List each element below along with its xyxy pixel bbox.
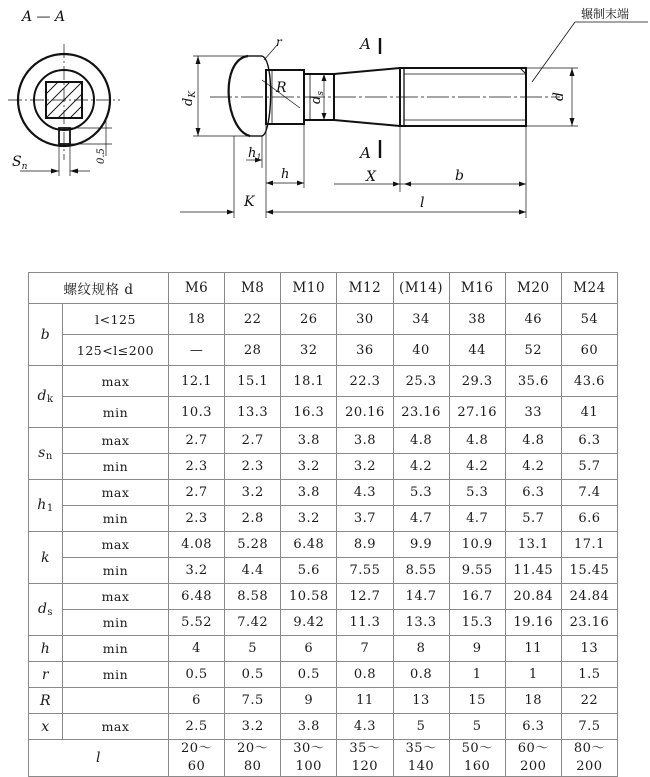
value-cell: 5.7 xyxy=(505,506,561,532)
range-end: 200 xyxy=(520,759,547,774)
value-cell: 4.3 xyxy=(337,714,393,740)
value-cell: 60 xyxy=(561,335,617,366)
value-cell: 4.7 xyxy=(393,506,449,532)
R-label: R xyxy=(276,80,287,96)
limit-cell: max xyxy=(63,480,169,506)
value-cell: 13 xyxy=(393,688,449,714)
limit-cell xyxy=(63,688,169,714)
range-end: 100 xyxy=(295,759,322,774)
value-cell: 7.55 xyxy=(337,558,393,584)
value-cell: 10.58 xyxy=(281,584,337,610)
value-cell: 11.45 xyxy=(505,558,561,584)
size-header: (M14) xyxy=(393,273,449,304)
l-label: l xyxy=(420,195,425,211)
table-row xyxy=(29,506,618,532)
table-row xyxy=(29,532,618,558)
value-cell: 1 xyxy=(449,662,505,688)
limit-cell: min xyxy=(63,610,169,636)
size-header: M12 xyxy=(337,273,393,304)
value-cell: 13 xyxy=(561,636,617,662)
limit-cell: min xyxy=(63,454,169,480)
range-end: 140 xyxy=(407,759,435,774)
length-range-cell xyxy=(225,740,281,777)
value-cell: 54 xyxy=(561,304,617,335)
symbol-cell xyxy=(29,532,63,584)
value-cell: 23.16 xyxy=(561,610,617,636)
range-end: 200 xyxy=(576,759,603,774)
end-label: 辗制末端 xyxy=(581,7,630,21)
value-cell: 3.8 xyxy=(281,480,337,506)
value-cell: 0.8 xyxy=(337,662,393,688)
value-cell: 3.2 xyxy=(337,454,393,480)
value-cell: 38 xyxy=(449,304,505,335)
value-cell: 4.2 xyxy=(449,454,505,480)
d-label: d xyxy=(551,92,567,101)
value-cell: 27.16 xyxy=(449,397,505,428)
table-row xyxy=(29,428,618,454)
value-cell: 5 xyxy=(449,714,505,740)
table-row xyxy=(29,454,618,480)
value-cell: 0.5 xyxy=(169,662,225,688)
value-cell: 8.58 xyxy=(225,584,281,610)
r-label: r xyxy=(276,35,282,49)
value-cell: 9 xyxy=(281,688,337,714)
symbol-text: b xyxy=(40,326,51,343)
range-end: 160 xyxy=(464,759,491,774)
value-cell: 5.6 xyxy=(281,558,337,584)
range-start: 35～ xyxy=(349,741,381,756)
range-end: 60 xyxy=(187,759,206,774)
table-row xyxy=(29,397,618,428)
table-row xyxy=(29,480,618,506)
gap-label: 0.5 xyxy=(96,148,107,164)
value-cell: 18 xyxy=(169,304,225,335)
limit-cell: max xyxy=(63,366,169,397)
table-row xyxy=(29,610,618,636)
size-header: M10 xyxy=(281,273,337,304)
value-cell: 23.16 xyxy=(393,397,449,428)
value-cell: 0.5 xyxy=(281,662,337,688)
value-cell: 3.2 xyxy=(169,558,225,584)
symbol-cell: h xyxy=(29,636,63,662)
value-cell: 26 xyxy=(281,304,337,335)
value-cell: 5.3 xyxy=(393,480,449,506)
range-start: 60～ xyxy=(517,741,549,756)
length-range-row xyxy=(29,740,618,777)
table-row xyxy=(29,366,618,397)
symbol-cell: R xyxy=(29,688,63,714)
value-cell: 15.45 xyxy=(561,558,617,584)
value-cell: 41 xyxy=(561,397,617,428)
range-start: 80～ xyxy=(573,741,605,756)
value-cell: 4.2 xyxy=(393,454,449,480)
value-cell: 6.6 xyxy=(561,506,617,532)
range-start: 30～ xyxy=(293,741,325,756)
limit-cell: 125<l≤200 xyxy=(63,335,169,366)
value-cell: 3.2 xyxy=(225,714,281,740)
value-cell: 2.7 xyxy=(225,428,281,454)
symbol-cell xyxy=(29,428,63,480)
range-start: 20～ xyxy=(181,741,213,756)
value-cell: 7.4 xyxy=(561,480,617,506)
value-cell: 6.48 xyxy=(281,532,337,558)
size-header: M24 xyxy=(561,273,617,304)
value-cell: 3.2 xyxy=(225,480,281,506)
header-row xyxy=(29,273,618,304)
value-cell: 3.2 xyxy=(281,506,337,532)
value-cell: 0.8 xyxy=(393,662,449,688)
value-cell: 2.5 xyxy=(169,714,225,740)
value-cell: 20.16 xyxy=(337,397,393,428)
value-cell: 2.8 xyxy=(225,506,281,532)
value-cell: 3.2 xyxy=(281,454,337,480)
value-cell: 7.5 xyxy=(561,714,617,740)
table-row xyxy=(29,662,618,688)
range-start: 50～ xyxy=(461,741,493,756)
value-cell: 24.84 xyxy=(561,584,617,610)
value-cell: 10.9 xyxy=(449,532,505,558)
size-header: M8 xyxy=(225,273,281,304)
value-cell: 25.3 xyxy=(393,366,449,397)
b-label: b xyxy=(455,168,464,184)
value-cell: 13.1 xyxy=(505,532,561,558)
value-cell: 5.3 xyxy=(449,480,505,506)
value-cell: 16.7 xyxy=(449,584,505,610)
symbol-text: h xyxy=(37,497,47,513)
value-cell: 9 xyxy=(449,636,505,662)
range-end: 80 xyxy=(243,759,262,774)
value-cell: 0.5 xyxy=(225,662,281,688)
value-cell: 6.3 xyxy=(505,480,561,506)
value-cell: 5 xyxy=(225,636,281,662)
value-cell: 20.84 xyxy=(505,584,561,610)
symbol-cell xyxy=(29,480,63,532)
symbol-subscript: s xyxy=(47,607,54,618)
value-cell: 4.3 xyxy=(337,480,393,506)
symbol-subscript: k xyxy=(46,394,54,405)
limit-cell: min xyxy=(63,506,169,532)
bolt-drawing xyxy=(0,0,650,255)
symbol-cell: r xyxy=(29,662,63,688)
value-cell: 8 xyxy=(393,636,449,662)
length-range-cell xyxy=(169,740,225,777)
value-cell: 9.55 xyxy=(449,558,505,584)
value-cell: 4 xyxy=(169,636,225,662)
value-cell: 15 xyxy=(449,688,505,714)
value-cell: 6.3 xyxy=(561,428,617,454)
dimension-table xyxy=(28,272,618,777)
symbol-text: s xyxy=(38,445,46,461)
sn-label: $S_n$ xyxy=(12,154,28,172)
value-cell: 16.3 xyxy=(281,397,337,428)
limit-cell: max xyxy=(63,532,169,558)
value-cell: 40 xyxy=(393,335,449,366)
side-view xyxy=(180,6,648,218)
symbol-cell xyxy=(29,584,63,636)
section-view xyxy=(8,9,120,176)
value-cell: 10.3 xyxy=(169,397,225,428)
value-cell: 4.8 xyxy=(393,428,449,454)
limit-cell: l<125 xyxy=(63,304,169,335)
section-mark-bottom: A xyxy=(360,144,371,162)
size-header: M20 xyxy=(505,273,561,304)
value-cell: 29.3 xyxy=(449,366,505,397)
value-cell: 4.8 xyxy=(505,428,561,454)
value-cell: 15.1 xyxy=(225,366,281,397)
value-cell: 44 xyxy=(449,335,505,366)
value-cell: 36 xyxy=(337,335,393,366)
limit-cell: min xyxy=(63,662,169,688)
value-cell: 3.8 xyxy=(337,428,393,454)
symbol-text: k xyxy=(41,549,50,566)
value-cell: 34 xyxy=(393,304,449,335)
value-cell: 22 xyxy=(561,688,617,714)
table-row xyxy=(29,584,618,610)
symbol-cell: x xyxy=(29,714,63,740)
value-cell: 22 xyxy=(225,304,281,335)
value-cell: 12.7 xyxy=(337,584,393,610)
value-cell: 32 xyxy=(281,335,337,366)
value-cell: 18.1 xyxy=(281,366,337,397)
value-cell: 3.8 xyxy=(281,714,337,740)
value-cell: 2.3 xyxy=(225,454,281,480)
limit-cell: max xyxy=(63,714,169,740)
limit-cell: max xyxy=(63,428,169,454)
value-cell: 6.3 xyxy=(505,714,561,740)
thread-spec-header: 螺纹规格 d xyxy=(29,273,169,304)
table-row xyxy=(29,335,618,366)
value-cell: 4.8 xyxy=(449,428,505,454)
value-cell: 4.4 xyxy=(225,558,281,584)
size-header: M16 xyxy=(449,273,505,304)
value-cell: 5.28 xyxy=(225,532,281,558)
limit-cell: max xyxy=(63,584,169,610)
value-cell: 6.48 xyxy=(169,584,225,610)
length-range-cell xyxy=(337,740,393,777)
value-cell: 52 xyxy=(505,335,561,366)
h-label: h xyxy=(281,167,290,182)
value-cell: 2.3 xyxy=(169,454,225,480)
value-cell: 2.7 xyxy=(169,480,225,506)
symbol-subscript: n xyxy=(45,451,53,462)
length-range-cell xyxy=(449,740,505,777)
value-cell: 11.3 xyxy=(337,610,393,636)
value-cell: 12.1 xyxy=(169,366,225,397)
table-body xyxy=(29,273,618,777)
range-start: 35～ xyxy=(405,741,437,756)
value-cell: — xyxy=(169,335,225,366)
symbol-text: d xyxy=(37,601,48,617)
size-header: M6 xyxy=(169,273,225,304)
ds-label: $d_s$ xyxy=(309,91,326,104)
value-cell: 5.7 xyxy=(561,454,617,480)
range-end: 120 xyxy=(351,759,379,774)
table-row xyxy=(29,636,618,662)
value-cell: 13.3 xyxy=(225,397,281,428)
value-cell: 8.55 xyxy=(393,558,449,584)
range-start: 20～ xyxy=(237,741,269,756)
symbol-cell xyxy=(29,304,63,366)
value-cell: 43.6 xyxy=(561,366,617,397)
length-range-cell xyxy=(281,740,337,777)
K-label: K xyxy=(244,194,255,210)
value-cell: 14.7 xyxy=(393,584,449,610)
value-cell: 3.7 xyxy=(337,506,393,532)
symbol-text: d xyxy=(37,388,47,404)
value-cell: 4.2 xyxy=(505,454,561,480)
value-cell: 4.7 xyxy=(449,506,505,532)
table-row xyxy=(29,688,618,714)
dk-label: $d_K$ xyxy=(181,90,198,106)
length-range-cell xyxy=(393,740,449,777)
value-cell: 35.6 xyxy=(505,366,561,397)
section-mark-top: A xyxy=(360,35,371,53)
value-cell: 4.08 xyxy=(169,532,225,558)
value-cell: 13.3 xyxy=(393,610,449,636)
symbol-cell: l xyxy=(29,740,169,777)
limit-cell: min xyxy=(63,558,169,584)
value-cell: 3.8 xyxy=(281,428,337,454)
h1-label: $h_1$ xyxy=(248,146,262,162)
value-cell: 28 xyxy=(225,335,281,366)
value-cell: 8.9 xyxy=(337,532,393,558)
head-dome xyxy=(229,56,250,136)
value-cell: 1 xyxy=(505,662,561,688)
value-cell: 46 xyxy=(505,304,561,335)
value-cell: 17.1 xyxy=(561,532,617,558)
X-label: X xyxy=(366,169,376,185)
limit-cell: min xyxy=(63,397,169,428)
symbol-subscript: 1 xyxy=(46,503,54,514)
value-cell: 5 xyxy=(393,714,449,740)
value-cell: 1.5 xyxy=(561,662,617,688)
value-cell: 6 xyxy=(169,688,225,714)
length-range-cell xyxy=(561,740,617,777)
table-row xyxy=(29,304,618,335)
value-cell: 6 xyxy=(281,636,337,662)
value-cell: 22.3 xyxy=(337,366,393,397)
limit-cell: min xyxy=(63,636,169,662)
value-cell: 11 xyxy=(337,688,393,714)
value-cell: 15.3 xyxy=(449,610,505,636)
value-cell: 30 xyxy=(337,304,393,335)
value-cell: 2.7 xyxy=(169,428,225,454)
value-cell: 7.5 xyxy=(225,688,281,714)
length-range-cell xyxy=(505,740,561,777)
value-cell: 2.3 xyxy=(169,506,225,532)
value-cell: 19.16 xyxy=(505,610,561,636)
value-cell: 9.9 xyxy=(393,532,449,558)
table-row xyxy=(29,558,618,584)
value-cell: 11 xyxy=(505,636,561,662)
value-cell: 18 xyxy=(505,688,561,714)
value-cell: 33 xyxy=(505,397,561,428)
value-cell: 5.52 xyxy=(169,610,225,636)
value-cell: 9.42 xyxy=(281,610,337,636)
table-row xyxy=(29,714,618,740)
section-label: A — A xyxy=(22,9,66,25)
symbol-cell xyxy=(29,366,63,428)
value-cell: 7.42 xyxy=(225,610,281,636)
value-cell: 7 xyxy=(337,636,393,662)
